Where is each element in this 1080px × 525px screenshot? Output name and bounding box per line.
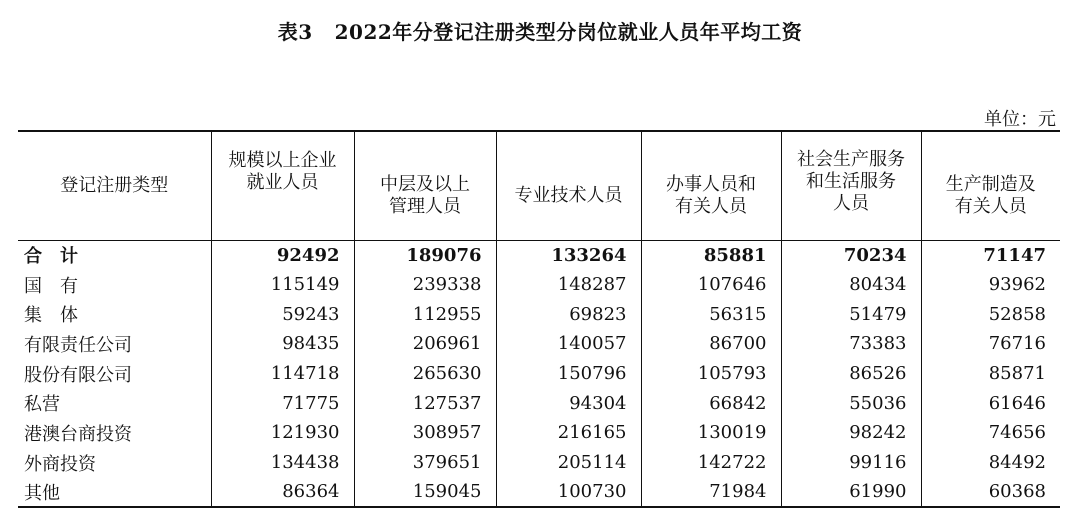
row-label: 外商投资 [24,453,96,475]
table-row [18,418,1060,448]
table-cell: 142722 [641,448,781,478]
header-line: 规模以上企业 [228,149,337,171]
wage-table [18,130,1060,508]
table-row [18,388,1060,418]
table-title-text: 2022年分登记注册类型分岗位就业人员年平均工资 [334,20,803,44]
page-title [0,16,1080,45]
header-line: 专业技术人员 [514,184,623,206]
table-cell: 71775 [211,388,354,418]
table-cell: 55036 [781,388,921,418]
table-row [18,448,1060,478]
row-label: 私营 [24,394,60,416]
header-production-staff [921,131,1060,240]
table-cell: 66842 [641,388,781,418]
table-cell: 61646 [921,388,1060,418]
table-cell: 70234 [781,240,921,270]
table-cell: 239338 [354,270,496,300]
table-cell: 265630 [354,359,496,389]
table-cell: 115149 [211,270,354,300]
row-label: 合 计 [24,246,78,268]
table-cell: 105793 [641,359,781,389]
table-cell: 98242 [781,418,921,448]
table-cell: 93962 [921,270,1060,300]
table-cell: 60368 [921,478,1060,508]
table-cell: 86364 [211,478,354,508]
table-cell: 127537 [354,388,496,418]
table-cell: 148287 [496,270,641,300]
header-middle-management [354,131,496,240]
header-line: 登记注册类型 [60,174,169,196]
table-cell: 216165 [496,418,641,448]
table-cell: 85871 [921,359,1060,389]
row-label: 集 体 [24,305,78,327]
header-line: 办事人员和 [666,173,756,195]
header-line: 和生活服务 [806,170,896,192]
header-professional-technical [496,131,641,240]
table-cell: 189076 [354,240,496,270]
table-cell: 71147 [921,240,1060,270]
table-row [18,329,1060,359]
table-cell: 107646 [641,270,781,300]
row-label: 有限责任公司 [24,334,132,356]
row-label: 国 有 [24,275,78,297]
table-cell: 100730 [496,478,641,508]
table-cell: 59243 [211,299,354,329]
header-row [18,131,1060,240]
header-line: 人员 [833,192,869,214]
table-cell: 61990 [781,478,921,508]
table-cell: 134438 [211,448,354,478]
table-cell: 71984 [641,478,781,508]
table-cell: 86526 [781,359,921,389]
header-line: 社会生产服务 [797,148,905,170]
header-above-scale-employees [211,131,354,240]
table-cell: 84492 [921,448,1060,478]
table-cell: 308957 [354,418,496,448]
header-clerical-staff [641,131,781,240]
table-cell: 52858 [921,299,1060,329]
header-line: 管理人员 [389,195,461,217]
table-row [18,478,1060,508]
header-registration-type [18,131,211,240]
table-cell: 112955 [354,299,496,329]
table-cell: 206961 [354,329,496,359]
table-row [18,359,1060,389]
table-cell: 86700 [641,329,781,359]
table-cell: 150796 [496,359,641,389]
table-cell: 56315 [641,299,781,329]
table-number: 表3 [277,20,313,44]
header-line: 生产制造及 [945,173,1036,195]
table-cell: 73383 [781,329,921,359]
row-label: 其他 [18,478,211,508]
table-cell: 133264 [496,240,641,270]
table-cell: 130019 [641,418,781,448]
table-cell: 74656 [921,418,1060,448]
table-cell: 205114 [496,448,641,478]
header-line: 有关人员 [954,195,1027,217]
table-cell: 51479 [781,299,921,329]
table-row [18,299,1060,329]
table-cell: 99116 [781,448,921,478]
header-line: 有关人员 [675,195,747,217]
table-cell: 159045 [354,478,496,508]
table-cell: 379651 [354,448,496,478]
header-line: 就业人员 [246,171,319,193]
table-cell: 69823 [496,299,641,329]
table-cell: 92492 [211,240,354,270]
table-cell: 85881 [641,240,781,270]
table-body [18,240,1060,507]
table-cell: 80434 [781,270,921,300]
table-row [18,240,1060,270]
table-cell: 140057 [496,329,641,359]
table-cell: 114718 [211,359,354,389]
row-label: 股份有限公司 [24,364,132,386]
table-cell: 94304 [496,388,641,418]
table-cell: 76716 [921,329,1060,359]
row-label: 港澳台商投资 [24,423,132,445]
header-service-staff [781,131,921,240]
table-cell: 98435 [211,329,354,359]
unit-label: 单位：元 [984,109,1056,130]
header-line: 中层及以上 [380,173,470,195]
table-cell: 121930 [211,418,354,448]
table-row [18,270,1060,300]
